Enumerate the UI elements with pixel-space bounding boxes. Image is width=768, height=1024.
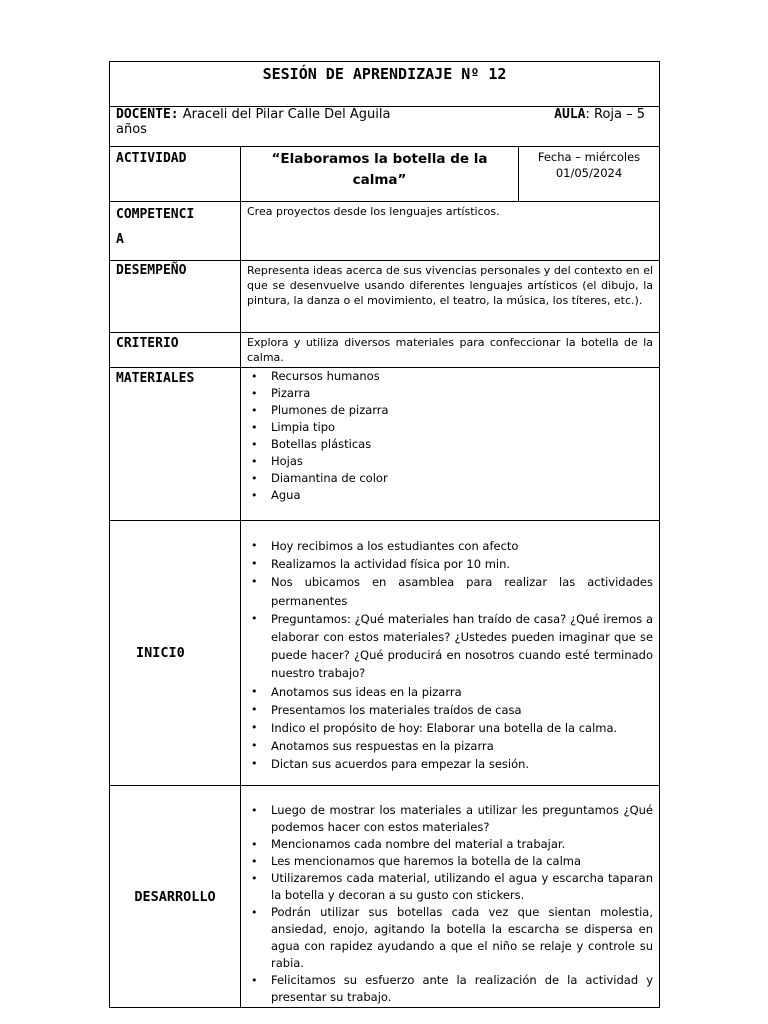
competencia-label-cont: A [116, 232, 124, 247]
criterio-text: Explora y utiliza diversos materiales para confeccionar la botella de la calma. [241, 333, 660, 368]
competencia-row [110, 202, 660, 261]
fecha-cell [519, 147, 660, 202]
docente-label: DOCENTE [116, 107, 171, 122]
materiales-row [110, 368, 660, 521]
inicio-cell [241, 521, 660, 786]
list-item: • Pizarra [271, 385, 653, 402]
competencia-text: Crea proyectos desde los lenguajes artísticos. [241, 202, 660, 261]
desempeno-row [110, 261, 660, 333]
list-item: • Presentamos los materiales traídos de casa [271, 701, 653, 719]
aula-value: : Roja – 5 [585, 107, 646, 122]
list-item: • Agua [271, 487, 653, 504]
list-item: • Mencionamos cada nombre del material a trabajar. [271, 836, 653, 853]
list-item: • Preguntamos: ¿Qué materiales han traído de casa? ¿Qué iremos a elaborar con estos materiales? ¿Ustedes pueden imaginar que se puede hacer? ¿Qué producirá en nosotros cuando esté terminado nuestro trabajo? [271, 610, 653, 683]
materiales-label: MATERIALES [110, 368, 241, 521]
list-item: • Hojas [271, 453, 653, 470]
list-item: • Podrán utilizar sus botellas cada vez que sientan molestia, ansiedad, enojo, agitando la botella la escarcha se dispersa en agua con rapidez ayudando a que el niño se relaje y controle su rabia. [271, 904, 653, 972]
list-item: • Utilizaremos cada material, utilizando el agua y escarcha taparan la botella y decoran a su gusto con stickers. [271, 870, 653, 904]
actividad-label: ACTIVIDAD [110, 147, 241, 202]
actividad-row [110, 147, 660, 202]
competencia-label-cell [110, 202, 241, 261]
title-row [110, 62, 660, 107]
desempeno-text: Representa ideas acerca de sus vivencias personales y del contexto en el que se desenvuelve usando diferentes lenguajes artísticos (el dibujo, la pintura, la danza o el movimiento, el teatro, la música, los títeres, etc.). [241, 261, 660, 333]
list-item: • Diamantina de color [271, 470, 653, 487]
list-item: • Realizamos la actividad física por 10 min. [271, 555, 653, 573]
aula-label: AULA [554, 107, 586, 122]
page-title: SESIÓN DE APRENDIZAJE Nº 12 [110, 62, 660, 107]
list-item: • Hoy recibimos a los estudiantes con afecto [271, 537, 653, 555]
competencia-label: COMPETENCI [116, 207, 195, 222]
desarrollo-row [110, 786, 660, 1008]
inicio-label: INICI0 [110, 521, 241, 786]
inicio-row [110, 521, 660, 786]
session-document [109, 61, 659, 1008]
desempeno-label: DESEMPEÑO [110, 261, 241, 333]
actividad-title: “Elaboramos la botella de la calma” [241, 147, 519, 202]
fecha-label: Fecha – miércoles [537, 150, 641, 164]
materiales-list [247, 368, 653, 504]
list-item: • Luego de mostrar los materiales a utilizar les preguntamos ¿Qué podemos hacer con estos materiales? [271, 802, 653, 836]
desarrollo-label: DESARROLLO [110, 786, 241, 1008]
list-item: • Plumones de pizarra [271, 402, 653, 419]
aula-suffix: años [116, 122, 147, 137]
materiales-cell [241, 368, 660, 521]
list-item: • Dictan sus acuerdos para empezar la sesión. [271, 755, 653, 773]
list-item: • Indico el propósito de hoy: Elaborar una botella de la calma. [271, 719, 653, 737]
docente-colon: : [170, 107, 179, 122]
list-item: • Limpia tipo [271, 419, 653, 436]
list-item: • Anotamos sus ideas en la pizarra [271, 683, 653, 701]
criterio-label: CRITERIO [110, 333, 241, 368]
list-item: • Les mencionamos que haremos la botella de la calma [271, 853, 653, 870]
list-item: • Anotamos sus respuestas en la pizarra [271, 737, 653, 755]
list-item: • Botellas plásticas [271, 436, 653, 453]
list-item: • Felicitamos su esfuerzo ante la realización de la actividad y presentar su trabajo. [271, 972, 653, 1006]
docente-name: Araceli del Pilar Calle Del Aguila [182, 107, 391, 122]
desarrollo-list [247, 802, 653, 1006]
inicio-list [247, 537, 653, 774]
list-item: • Nos ubicamos en asamblea para realizar las actividades permanentes [271, 573, 653, 609]
session-table [109, 61, 660, 1008]
fecha-date: 01/05/2024 [555, 166, 623, 180]
docente-row [110, 107, 660, 147]
criterio-row [110, 333, 660, 368]
list-item: • Recursos humanos [271, 368, 653, 385]
desarrollo-cell [241, 786, 660, 1008]
docente-cell [110, 107, 660, 147]
